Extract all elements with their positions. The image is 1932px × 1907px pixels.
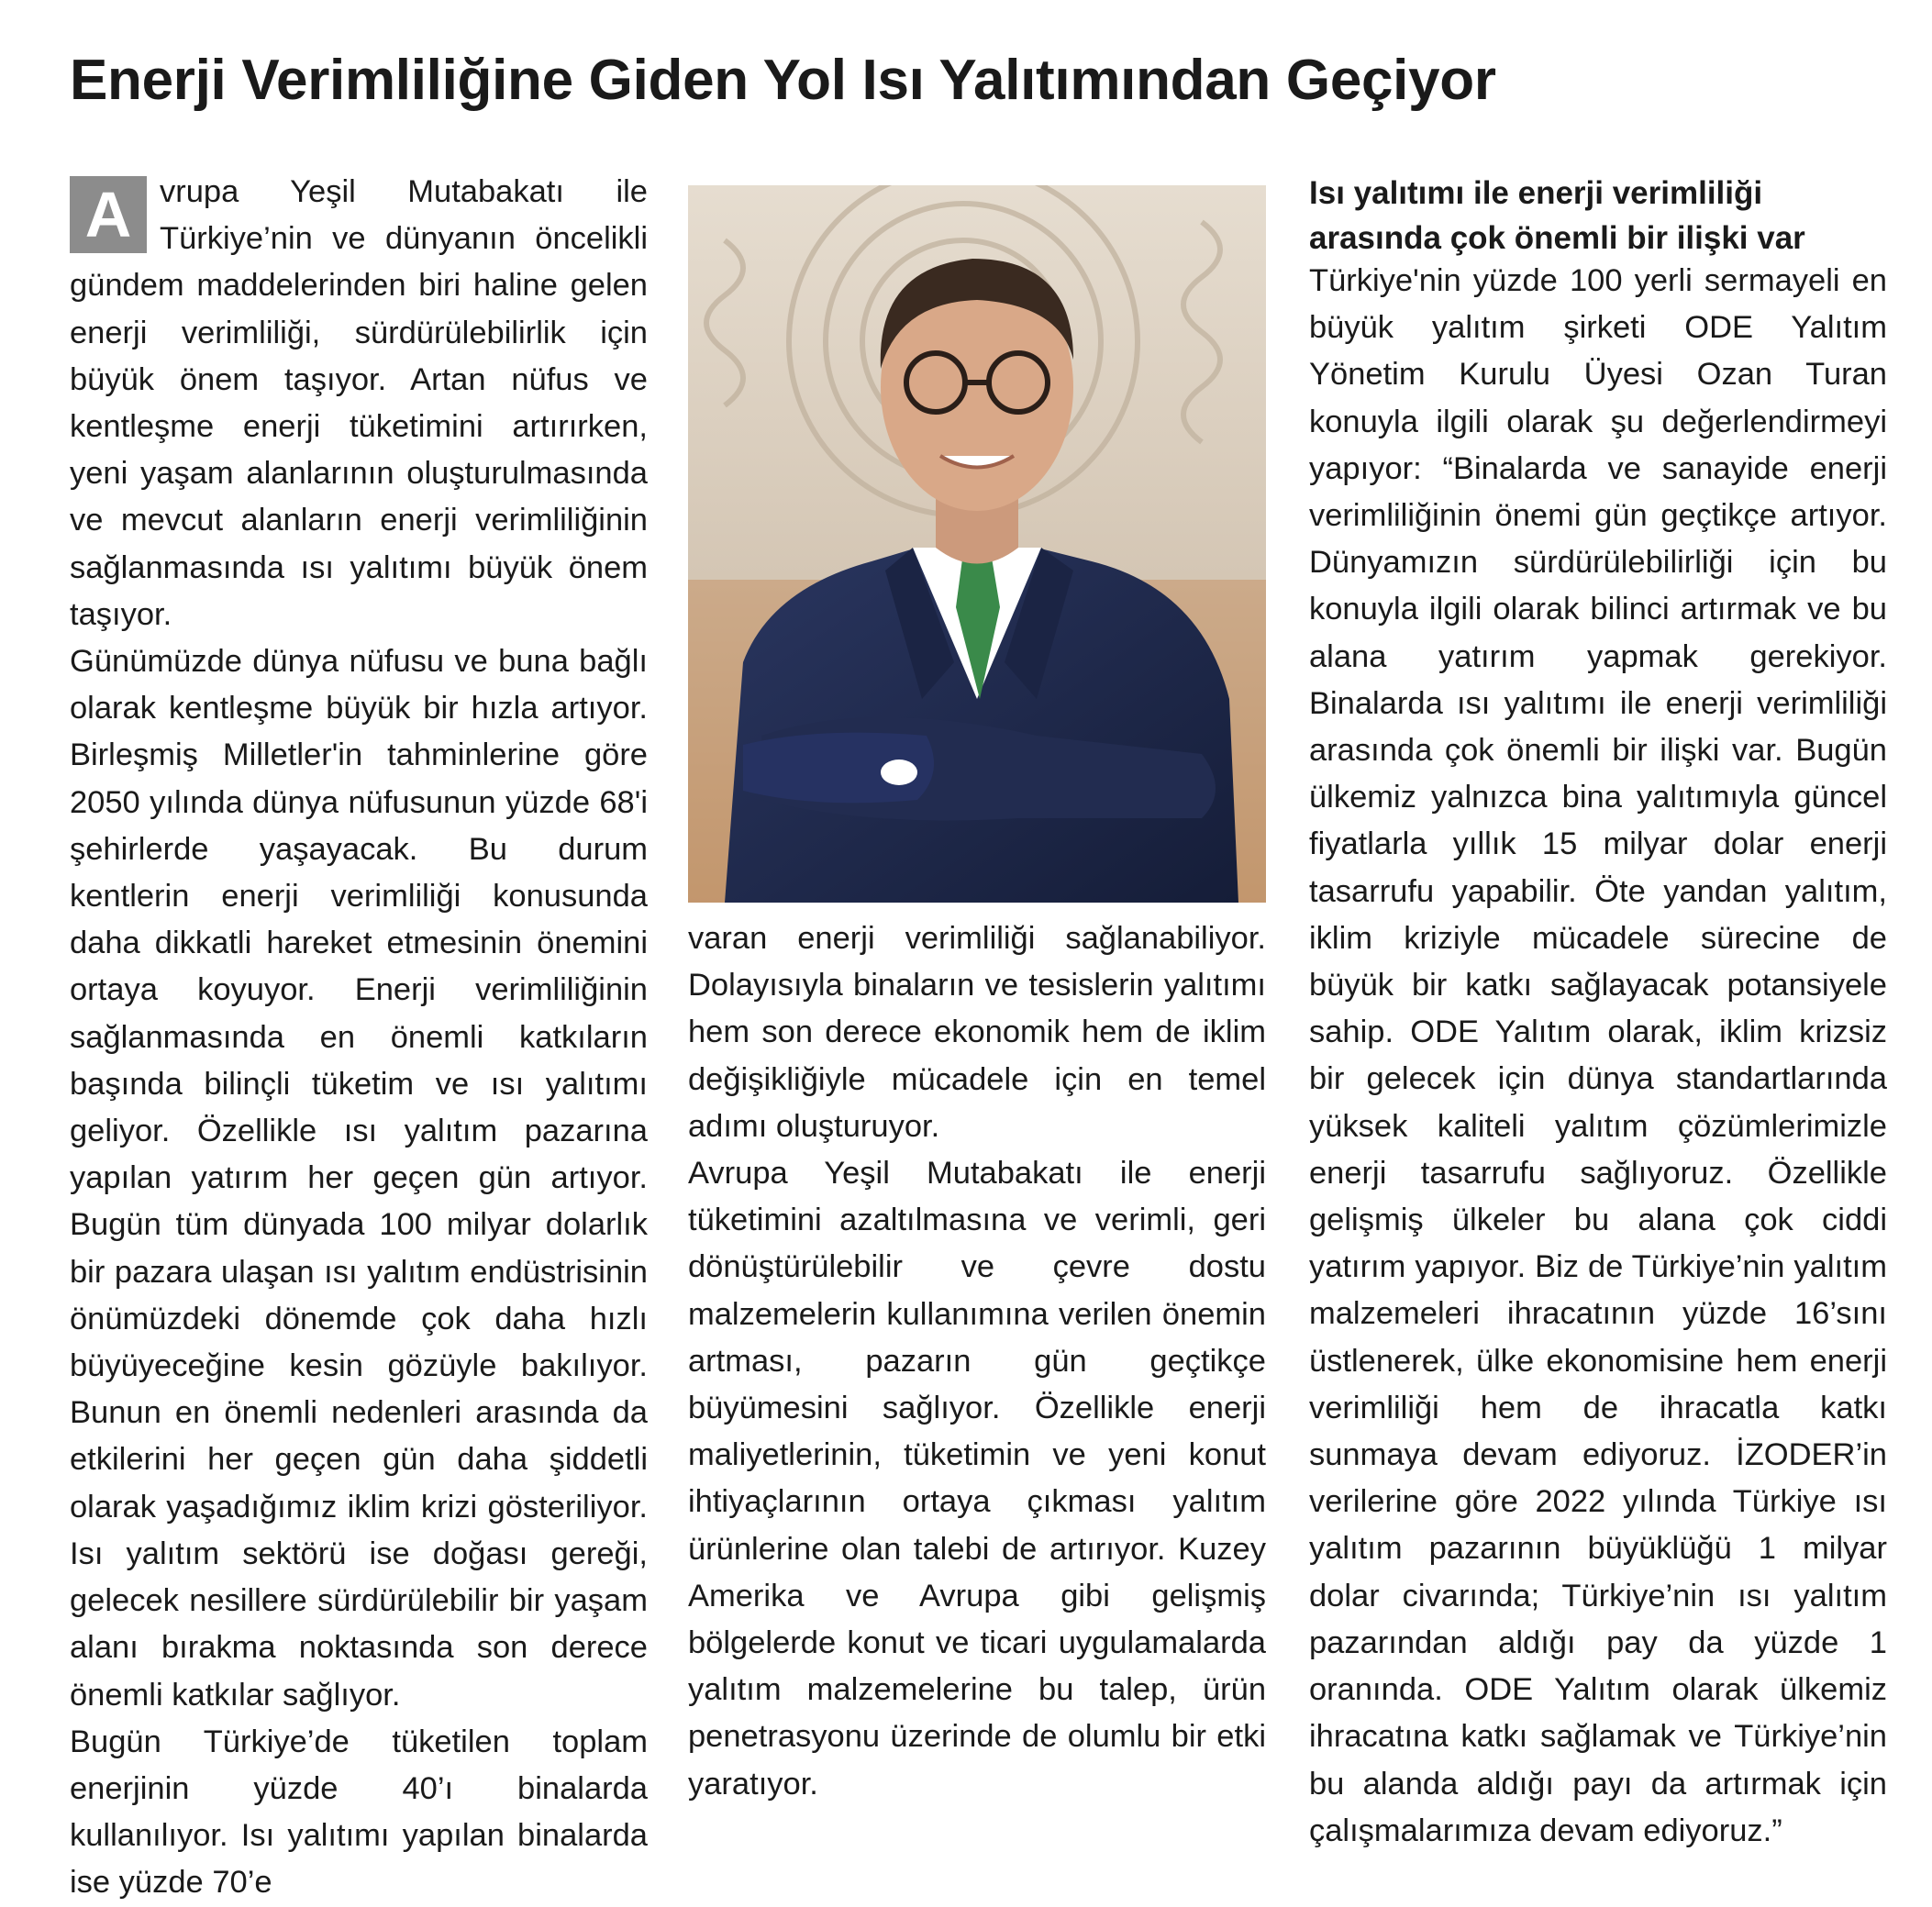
paragraph: Günümüzde dünya nüfusu ve buna bağlı olarak kentleşme büyük bir hızla artıyor. Birleşmiş Milletler'in tahminlerine göre 2050 yılında dünya nüfusunun yüzde 68'i şehirlerde yaşayacak. Bu durum kentlerin enerji verimliliği konusunda daha dikkatli hareket etmesinin önemini ortaya koyuyor. Enerji verimliliğinin sağlanmasında en önemli katkıların başında bilinçli tüketim ve ısı yalıtımı geliyor. Özellikle ısı yalıtım pazarına yapılan yatırım her geçen gün artıyor. Bugün tüm dünyada 100 milyar dolarlık bir pazara ulaşan ısı yalıtım endüstrisinin önümüzdeki dönemde çok daha hızlı büyüyeceğine kesin gözüyle bakılıyor. Bunun en önemli nedenleri arasında da etkilerini her geçen gün daha şiddetli olarak yaşadığımız iklim krizi gösteriliyor. Isı yalıtım sektörü ise doğası gereği, gelecek nesillere sürdürülebilir bir yaşam alanı bırakma noktasında son derece önemli katkılar sağlıyor. — [70, 644, 648, 1713]
paragraph: Türkiye'nin yüzde 100 yerli sermayeli en büyük yalıtım şirketi ODE Yalıtım Yönetim Kurulu Üyesi Ozan Turan konuyla ilgili olarak şu değerlendirmeyi yapıyor: “Binalarda ve sanayide enerji verimliliğinin önemi gün geçtikçe artıyor. Dünyamızın sürdürülebilirliği için bu konuyla ilgili olarak bilinci artırmak ve bu alana yatırım yapmak gerekiyor. Binalarda ısı yalıtımı ile enerji verimliliği arasında çok önemli bir ilişki var. Bugün ülkemiz yalnızca bina yalıtımıyla güncel fiyatlarla yıllık 15 milyar dolar enerji tasarrufu yapabilir. Öte yandan yalıtım, iklim kriziyle mücadele sürecine de büyük bir katkı sağlayacak potansiyele sahip. ODE Yalıtım olarak, iklim krizsiz bir gelecek için dünya standartlarında yüksek kaliteli yalıtım çözümlerimizle enerji tasarrufu sağlıyoruz. Özellikle gelişmiş ülkeler bu alana çok ciddi yatırım yapıyor. Biz de Türkiye’nin yalıtım malzemeleri ihracatının yüzde 16’sını üstlenerek, ülke ekonomisine hem enerji verimliliği hem de ihracatla katkı sunmaya devam ediyoruz. İZODER’in verilerine göre 2022 yılında Türkiye ısı yalıtım pazarının büyüklüğü 1 milyar dolar civarında; Türkiye’nin ısı yalıtım pazarından aldığı pay da yüzde 1 oranında. ODE Yalıtım olarak ülkemiz ihracatına katkı sağlamak ve Türkiye’nin bu alanda aldığı payı da artırmak için çalışmalarımıza devam ediyoruz.” — [1309, 263, 1887, 1848]
column-1 — [70, 169, 648, 1907]
portrait-photo — [688, 185, 1266, 903]
paragraph — [70, 169, 648, 638]
paragraph: Bugün Türkiye’de tüketilen toplam enerjinin yüzde 40’ı binalarda kullanılıyor. Isı yalıtımı yapılan binalarda ise yüzde 70’e — [70, 1724, 648, 1901]
column-3 — [1309, 258, 1887, 1855]
paragraph: varan enerji verimliliği sağlanabiliyor. Dolayısıyla binaların ve tesislerin yalıtımı hem son derece ekonomik hem de iklim değişikliğiyle mücadele için en temel adımı oluşturuyor. — [688, 921, 1266, 1144]
portrait-icon — [688, 185, 1266, 903]
subheading: Isı yalıtımı ile enerji verimliliği arasında çok önemli bir ilişki var — [1309, 175, 1805, 256]
article-title: Enerji Verimliliğine Giden Yol Isı Yalıtımından Geçiyor — [70, 49, 1496, 112]
paragraph: Avrupa Yeşil Mutabakatı ile enerji tüketimini azaltılmasına ve verimli, geri dönüştürülebilir ve çevre dostu malzemelerin kullanımına verilen önemin artması, pazarın gün geçtikçe büyümesini sağlıyor. Özellikle enerji maliyetlerinin, tüketimin ve yeni konut ihtiyaçlarının ortaya çıkması yalıtım ürünlerine olan talebi de artırıyor. Kuzey Amerika ve Avrupa gibi gelişmiş bölgelerde konut ve ticari uygulamalarda yalıtım malzemelerine bu talep, ürün penetrasyonu üzerinde de olumlu bir etki yaratıyor. — [688, 1156, 1266, 1802]
drop-cap: A — [70, 176, 147, 253]
column-2 — [688, 915, 1266, 1808]
paragraph-text: vrupa Yeşil Mutabakatı ile Türkiye’nin ve dünyanın öncelikli gündem maddelerinden biri haline gelen enerji verimliliği, sürdürülebilirlik için büyük önem taşıyor. Artan nüfus ve kentleşme enerji tüketimini artırırken, yeni yaşam alanlarının oluşturulmasında ve mevcut alanların enerji verimliliğinin sağlanmasında ısı yalıtımı büyük önem taşıyor. — [70, 174, 648, 632]
